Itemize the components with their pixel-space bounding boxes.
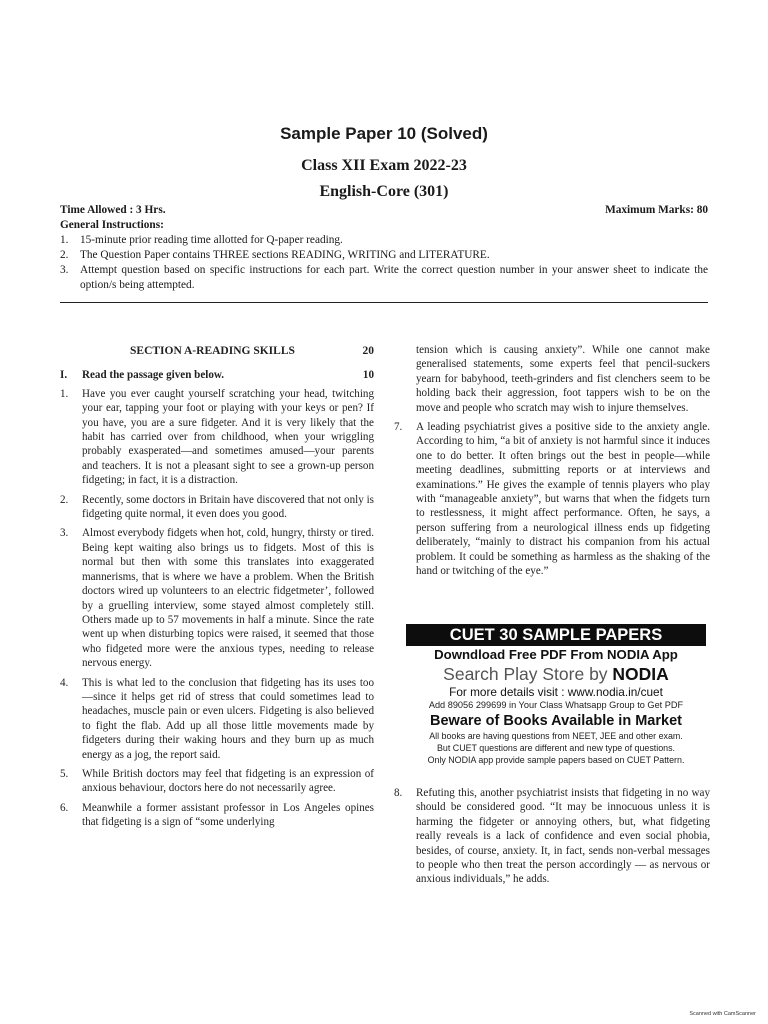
ad-brand: NODIA xyxy=(612,664,669,684)
ad-note: Only NODIA app provide sample papers based on CUET Pattern. xyxy=(427,754,685,765)
part-heading: I. Read the passage given below. 10 xyxy=(60,369,374,382)
exam-title: Class XII Exam 2022-23 xyxy=(301,157,467,174)
paper-title: Sample Paper 10 (Solved) xyxy=(280,124,488,143)
passage-paragraph: 7. A leading psychiatrist gives a positive side to the anxiety angle. According to him, “a bit of anxiety is not harmful since it induces one to do better. It often brings out the best in people—while meeting deadlines, submitting reports or at interviews and examinations.” He gives the example of tennis players who play with “manageable anxiety”, but warns that when the fidgets turn to restlessness, it might affect performance. Often, he says, a person suffering from a neurological illness ends up fidgeting deliberately, “mainly to distract his companion from his actual problem. It could be something as harmless as the shaking of the hand or twitching of the eye.” xyxy=(394,421,710,578)
instruction-item: 3. Attempt question based on specific instructions for each part. Write the correct question number in your answer sheet to indicate the option/s being attempted. xyxy=(60,264,708,291)
passage-paragraph: 2. Recently, some doctors in Britain have discovered that not only is fidgeting quite normal, it even does you good. xyxy=(60,493,374,521)
section-heading xyxy=(130,344,374,358)
instructions-heading: General Instructions: xyxy=(60,219,164,231)
left-column xyxy=(60,344,374,835)
passage-paragraph: 8. Refuting this, another psychiatrist insists that fidgeting in no way should be considered good. “It may be innocuous unless it is harming the fidgeter or annoying others, but, what fidgeting really reveals is a lack of confidence and even social phobia, besides, of course, anxiety. It, in fact, sends non-verbal messages to people who then treat the person accordingly — as nervous or anxious individuals,” he adds. xyxy=(394,787,710,886)
ad-note: All books are having questions from NEET, JEE and other exam. xyxy=(429,731,683,741)
right-column-lower xyxy=(394,786,710,892)
ad-headline: CUET 30 SAMPLE PAPERS xyxy=(406,624,706,646)
ad-warning-title: Beware of Books Available in Market xyxy=(430,713,682,729)
passage-paragraph: 6. Meanwhile a former assistant professor in Los Angeles opines that fidgeting is a sign of “some underlying xyxy=(60,801,374,829)
passage-paragraph: 1. Have you ever caught yourself scratching your head, twitching your ear, tapping your foot or playing with your keys or pen? If you have, you are a sure fidgeter. And it is very likely that the habit has carried over from childhood, when your wriggling probably exasperated—and sometimes amused—your parents and teachers. It is not a pleasant sight to see a grown-up person fidgeting; in fact, it is a distraction. xyxy=(60,387,374,487)
section-title: SECTION A-READING SKILLS xyxy=(130,345,295,357)
ad-details-line: For more details visit : www.nodia.in/cuet xyxy=(449,685,663,699)
passage-paragraph: 4. This is what led to the conclusion that fidgeting has its uses too—since it helps get rid of stress that could sometimes lead to headaches, muscle pain or even ulcers. Fidgeting is also believed to fight the flab. Add up all those little movements made by fidgeters during their waking hours and they burn up as much energy as a jog, the report said. xyxy=(60,676,374,761)
ad-whatsapp-line: Add 89056 299699 in Your Class Whatsapp Group to Get PDF xyxy=(428,700,684,710)
instruction-item: 1. 15-minute prior reading time allotted for Q-paper reading. xyxy=(60,234,343,246)
maximum-marks: Maximum Marks: 80 xyxy=(605,204,708,216)
time-marks-row xyxy=(60,203,708,218)
section-marks: 20 xyxy=(362,345,374,357)
subject-title: English-Core (301) xyxy=(319,183,449,200)
time-allowed: Time Allowed : 3 Hrs. xyxy=(60,204,166,216)
ad-download-line: Downdload Free PDF From NODIA App xyxy=(434,647,678,662)
right-column xyxy=(394,343,710,584)
passage-paragraph: 3. Almost everybody fidgets when hot, cold, hungry, thirsty or tired. Being kept waiting also brings us to fidgets. Most of this is normal but then with some this translates into exaggerated mannerisms, that is where we have a problem. When the British doctors wired up volunteers to an electric fidgetmeter’, followed by a gruelling interview, some stayed almost completely still. Others made up to 57 movements in half a minute. Since the rate went up when disturbing topics were raised, it seemed that those who fidgeted more were the anxious types, needing to release nervous energy. xyxy=(60,527,374,670)
divider xyxy=(60,302,708,303)
advertisement-box xyxy=(406,624,706,774)
passage-paragraph: 5. While British doctors may feel that fidgeting is an expression of anxious behaviour, doctors here do not necessarily agree. xyxy=(60,767,374,795)
instruction-item: 2. The Question Paper contains THREE sections READING, WRITING and LITERATURE. xyxy=(60,249,490,261)
ad-search-line: Search Play Store by NODIA xyxy=(443,664,669,684)
exam-meta xyxy=(60,203,708,293)
ad-note: But CUET questions are different and new type of questions. xyxy=(437,742,675,753)
scanner-watermark: Scanned with CamScanner xyxy=(689,1011,756,1017)
passage-continuation: tension which is causing anxiety”. While one cannot make generalised statements, some experts feel that pencil-suckers yearn for babyhood, teeth-grinders and fist clenchers seem to be holding back their aggression, foot tappers wish to be on the move and people who scratch may wish to injure themselves. xyxy=(416,344,710,414)
